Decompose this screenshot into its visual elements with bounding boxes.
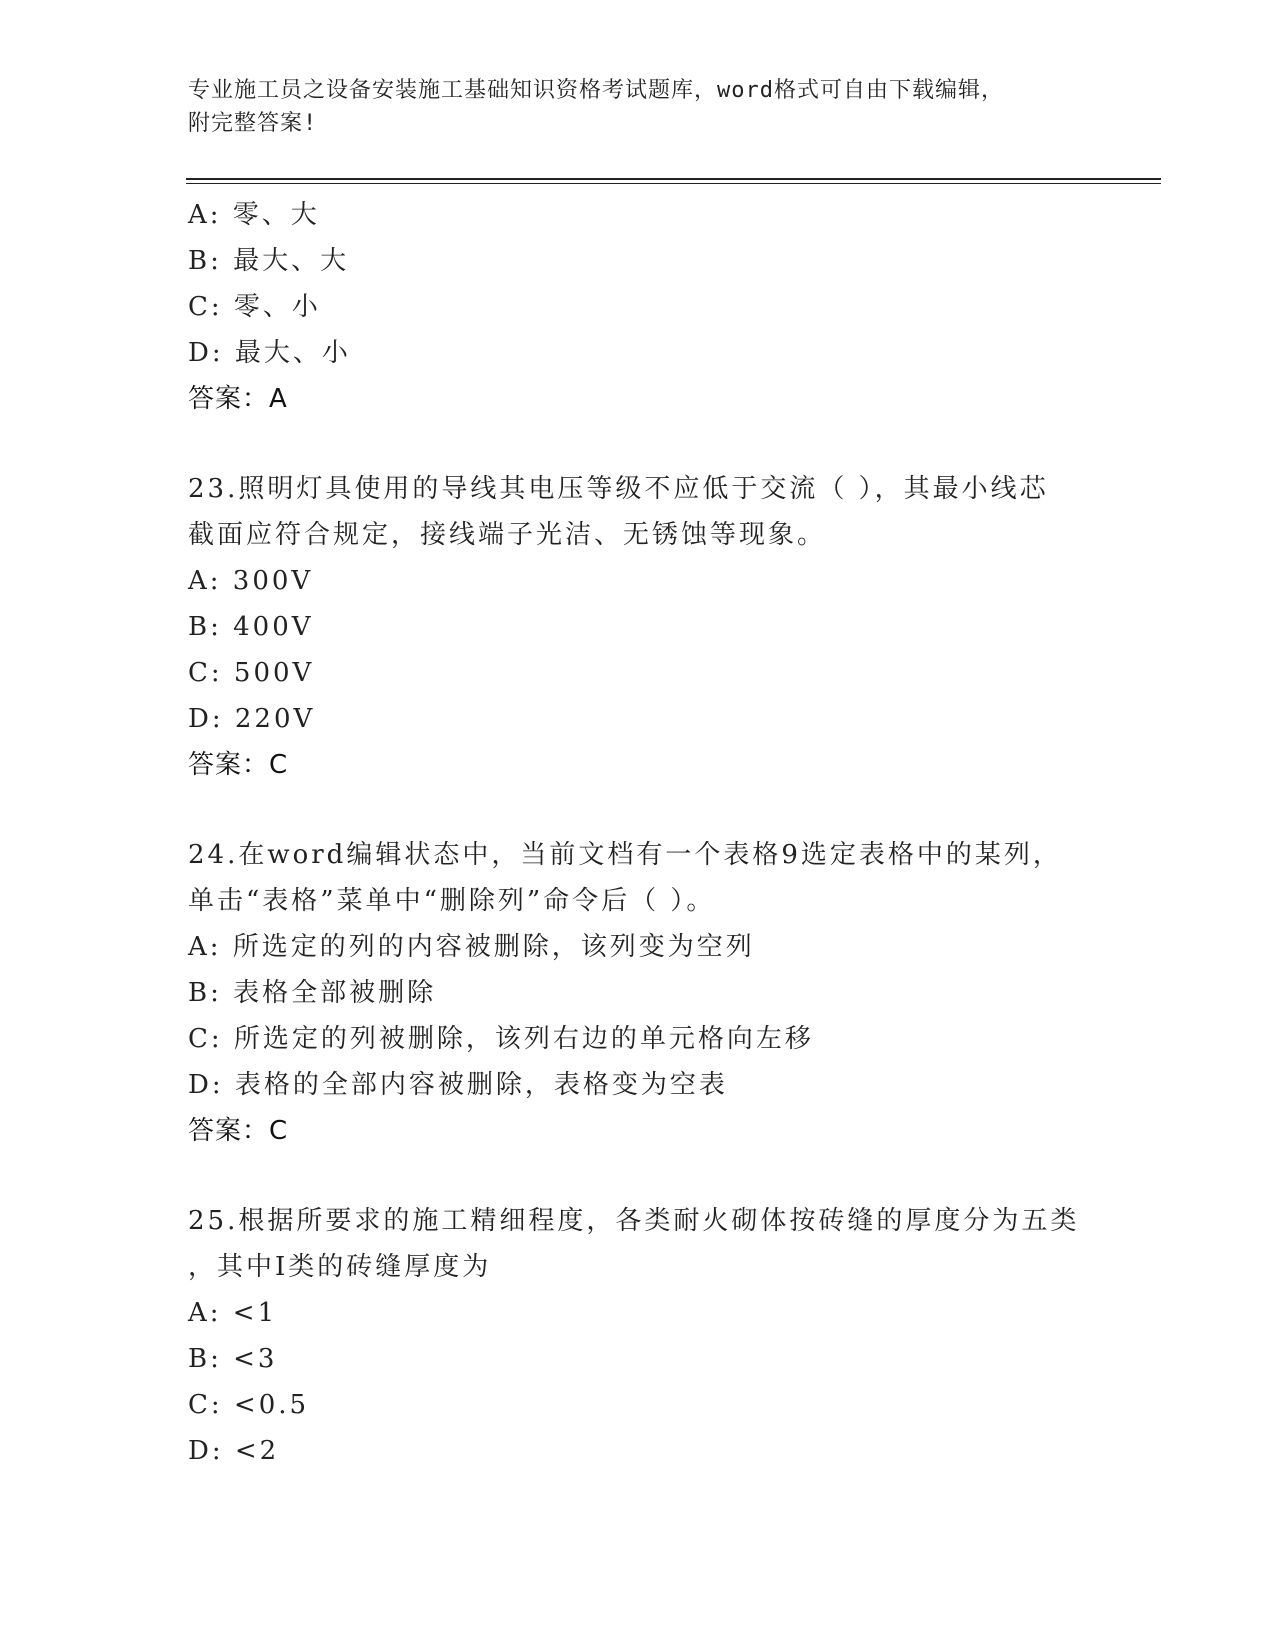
spacer [188,788,1088,832]
option-d: D: <2 [188,1436,280,1466]
option-a: A: 零、大 [188,200,320,230]
question-list [188,192,1088,1474]
option-c: C: 所选定的列被删除，该列右边的单元格向左移 [188,1024,814,1054]
option-c: C: 500V [188,658,315,688]
question-stem-line-1: 23.照明灯具使用的导线其电压等级不应低于交流（ ），其最小线芯 [188,474,1049,504]
answer: 答案：C [188,750,289,780]
option-c: C: 零、小 [188,292,321,322]
option-d: D: 最大、小 [188,338,351,368]
question-stem-line-1: 25.根据所要求的施工精细程度，各类耐火砌体按砖缝的厚度分为五类 [188,1206,1080,1236]
spacer [188,1154,1088,1198]
option-a: A: 所选定的列的内容被删除，该列变为空列 [188,932,755,962]
answer: 答案：A [188,384,288,414]
option-d: D: 表格的全部内容被删除，表格变为空表 [188,1070,728,1100]
header-line-2: 附完整答案! [188,111,318,136]
question-23 [188,466,1088,788]
question-25 [188,1198,1088,1474]
header-line-1: 专业施工员之设备安装施工基础知识资格考试题库，word格式可自由下载编辑， [188,78,1004,103]
option-b: B: <3 [188,1344,278,1374]
header-divider-thick [186,178,1161,180]
document-header [188,74,1088,140]
answer: 答案：C [188,1116,289,1146]
question-stem-line-2: ，其中I类的砖缝厚度为 [188,1252,492,1282]
option-d: D: 220V [188,704,316,734]
question-stem-line-1: 24.在word编辑状态中，当前文档有一个表格9选定表格中的某列， [188,840,1062,870]
header-divider-thin [186,183,1161,184]
option-c: C: <0.5 [188,1390,310,1420]
question-24 [188,832,1088,1154]
option-b: B: 表格全部被删除 [188,978,437,1008]
question-stem-line-2: 截面应符合规定，接线端子光洁、无锈蚀等现象。 [188,520,827,550]
option-b: B: 400V [188,612,314,642]
option-a: A: 300V [188,566,314,596]
option-a: A: <1 [188,1298,278,1328]
question-22 [188,192,1088,422]
question-stem-line-2: 单击“表格”菜单中“删除列”命令后（ ）。 [188,886,716,916]
option-b: B: 最大、大 [188,246,350,276]
spacer [188,422,1088,466]
